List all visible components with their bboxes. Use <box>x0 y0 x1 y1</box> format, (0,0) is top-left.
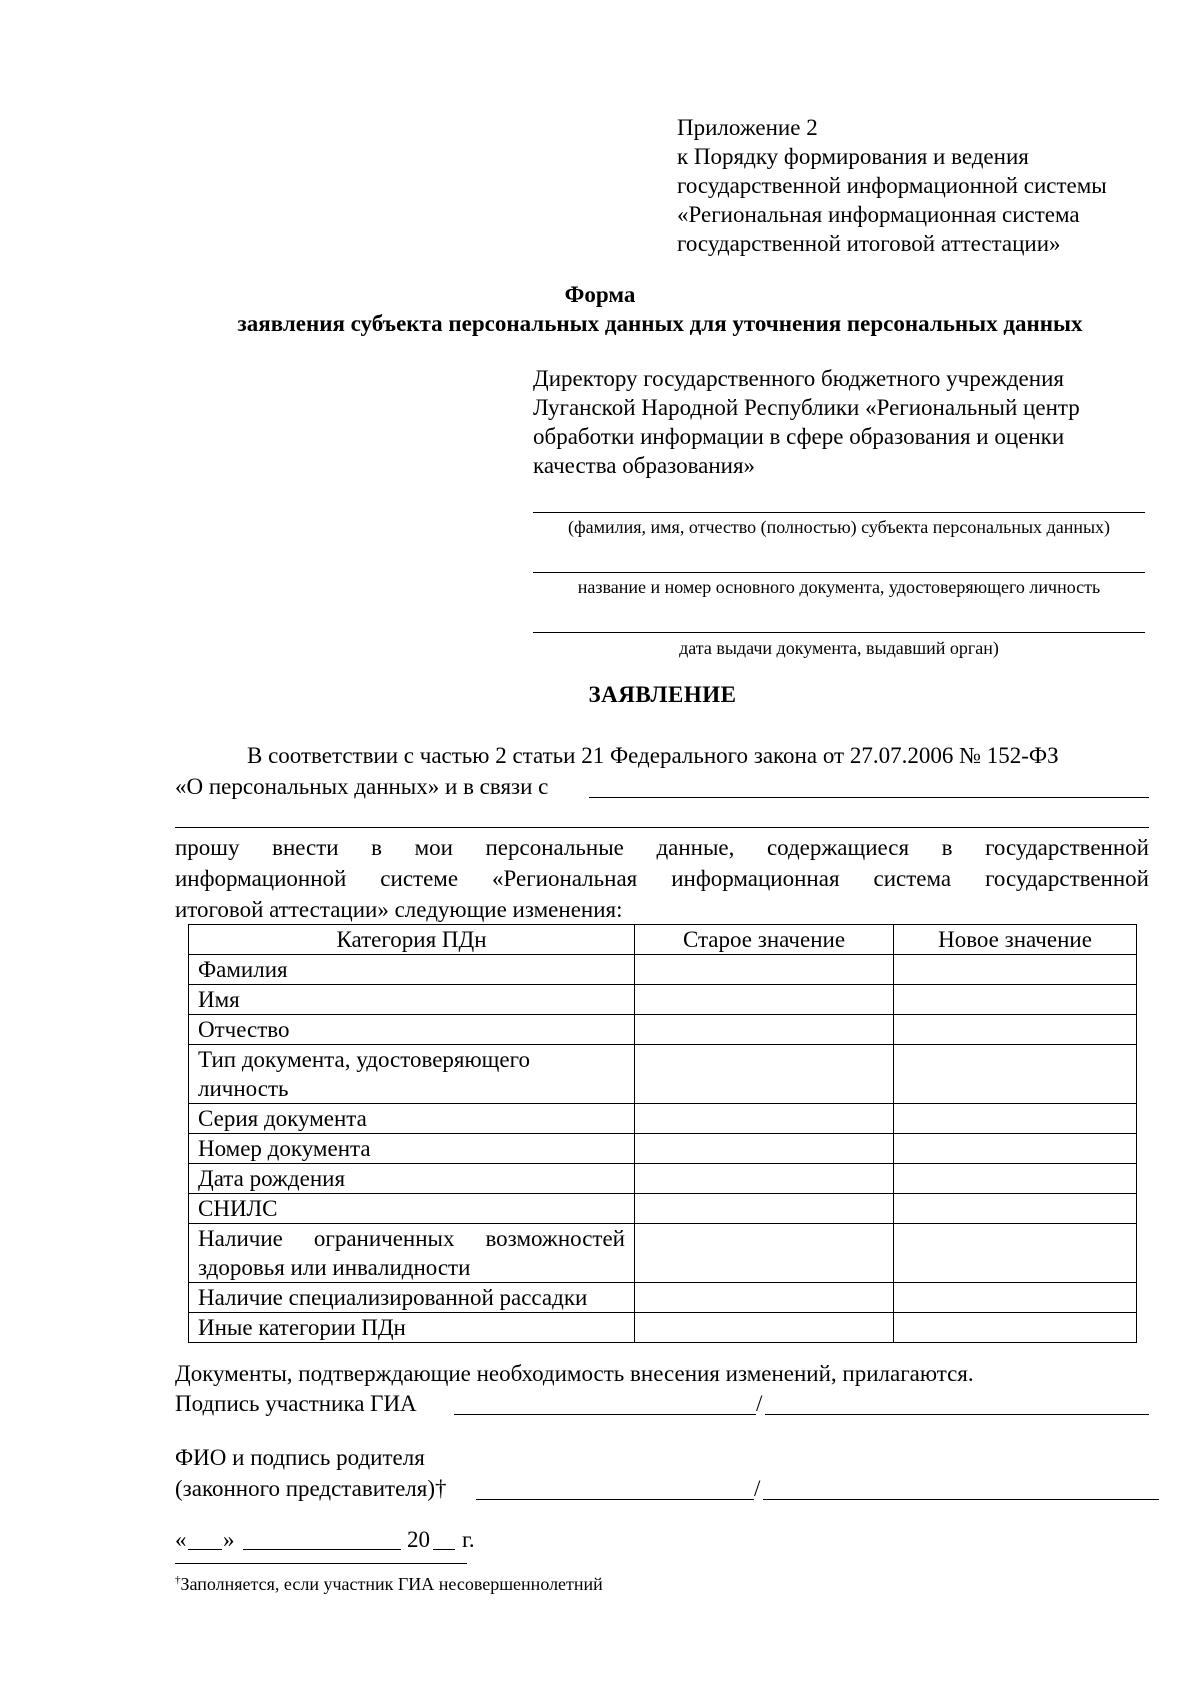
document-field-caption: название и номер основного документа, удостоверяющего личность <box>577 577 1101 597</box>
old-value-cell[interactable] <box>635 985 894 1015</box>
appendix-line: «Региональная информационная система <box>677 202 1080 227</box>
signature-slash: / <box>756 1391 763 1416</box>
new-value-cell[interactable] <box>894 985 1137 1015</box>
reason-field-line-1[interactable] <box>589 797 1149 798</box>
footnote-text: Заполняется, если участник ГИА несовершеннолетний <box>180 1574 603 1594</box>
parent-name-line[interactable] <box>476 1499 754 1500</box>
word: возможностей <box>485 1226 625 1251</box>
request-line-2 <box>175 864 1149 893</box>
category-cell: Дата рождения <box>189 1164 635 1194</box>
word: персональные <box>485 835 624 860</box>
addressee-line: качества образования» <box>533 453 756 478</box>
word: информационная <box>671 866 840 891</box>
word: прошу <box>175 835 240 860</box>
new-value-cell[interactable] <box>894 1164 1137 1194</box>
appendix-line: Приложение 2 <box>677 115 818 140</box>
date-open-quote: « <box>175 1527 187 1552</box>
new-value-cell[interactable] <box>894 1283 1137 1313</box>
word: содержащиеся <box>766 835 910 860</box>
parent-signature-line[interactable] <box>763 1499 1159 1500</box>
old-value-cell[interactable] <box>635 1283 894 1313</box>
reason-field-line-2[interactable] <box>175 827 1149 828</box>
header-old-value: Старое значение <box>635 925 894 955</box>
word: государственной <box>985 835 1149 860</box>
new-value-cell[interactable] <box>894 1045 1137 1104</box>
signature-slash: / <box>754 1476 761 1501</box>
word: системе <box>380 866 459 891</box>
category-cell <box>189 1224 635 1283</box>
footnote-rule <box>175 1563 467 1564</box>
request-line-3: итоговой аттестации» следующие изменения: <box>175 897 623 922</box>
table-row <box>189 1045 1137 1104</box>
form-title: Форма <box>564 282 636 307</box>
participant-name-line[interactable] <box>454 1414 756 1415</box>
dagger-mark: † <box>435 1476 447 1501</box>
category-cell <box>189 1045 635 1104</box>
category-cell: Наличие специализированной рассадки <box>189 1283 635 1313</box>
word: «Региональная <box>492 866 638 891</box>
footnote-mark: † <box>175 1574 181 1586</box>
parent-signature-label-1: ФИО и подпись родителя <box>175 1445 425 1470</box>
word: в <box>371 835 383 860</box>
category-line <box>198 1224 625 1253</box>
new-value-cell[interactable] <box>894 1104 1137 1134</box>
table-row <box>189 1134 1137 1164</box>
addressee-block <box>533 364 1153 480</box>
date-year-prefix: 20 <box>407 1527 430 1552</box>
date-year-suffix: г. <box>462 1527 475 1552</box>
old-value-cell[interactable] <box>635 1313 894 1343</box>
participant-signature-line[interactable] <box>765 1414 1149 1415</box>
statement-line-2: «О персональных данных» и в связи с <box>175 774 549 799</box>
request-line-1 <box>175 833 1149 862</box>
word: система <box>873 866 952 891</box>
word: Наличие <box>198 1226 283 1251</box>
table-row <box>189 1224 1137 1283</box>
statement-line-1: В соответствии с частью 2 статьи 21 Федерального закона от 27.07.2006 № 152-ФЗ <box>247 743 1059 768</box>
old-value-cell[interactable] <box>635 1134 894 1164</box>
old-value-cell[interactable] <box>635 955 894 985</box>
addressee-line: обработки информации в сфере образования и оценки <box>533 424 1065 449</box>
old-value-cell[interactable] <box>635 1104 894 1134</box>
date-month-line[interactable] <box>243 1549 401 1550</box>
fio-field-caption: (фамилия, имя, отчество (полностью) субъекта персональных данных) <box>567 517 1111 537</box>
attachments-note: Документы, подтверждающие необходимость внесения изменений, прилагаются. <box>175 1361 974 1386</box>
footnote <box>175 1573 603 1595</box>
date-close-quote: » <box>223 1527 235 1552</box>
table-row <box>189 1313 1137 1343</box>
table-row <box>189 1104 1137 1134</box>
category-line: Тип документа, удостоверяющего <box>198 1047 530 1072</box>
table-row <box>189 1283 1137 1313</box>
word: в <box>941 835 953 860</box>
table-row <box>189 955 1137 985</box>
appendix-line: государственной итоговой аттестации» <box>677 231 1061 256</box>
word: мои <box>414 835 453 860</box>
category-line: здоровья или инвалидности <box>198 1255 471 1280</box>
form-subtitle: заявления субъекта персональных данных для уточнения персональных данных <box>237 311 1083 336</box>
category-cell: СНИЛС <box>189 1194 635 1224</box>
date-day-line[interactable] <box>188 1549 222 1550</box>
word: данные, <box>656 835 735 860</box>
category-cell: Номер документа <box>189 1134 635 1164</box>
category-line: личность <box>198 1076 289 1101</box>
new-value-cell[interactable] <box>894 1313 1137 1343</box>
appendix-line: к Порядку формирования и ведения <box>677 144 1029 169</box>
category-cell: Серия документа <box>189 1104 635 1134</box>
fio-field-line[interactable] <box>533 512 1145 513</box>
category-cell: Имя <box>189 985 635 1015</box>
category-cell: Иные категории ПДн <box>189 1313 635 1343</box>
word: информационной <box>175 866 347 891</box>
table-row <box>189 1194 1137 1224</box>
header-category: Категория ПДн <box>189 925 635 955</box>
category-cell: Фамилия <box>189 955 635 985</box>
table-row <box>189 1164 1137 1194</box>
table-header-row <box>189 925 1137 955</box>
old-value-cell[interactable] <box>635 1045 894 1104</box>
parent-signature-label-2 <box>175 1474 447 1503</box>
issue-field-line[interactable] <box>533 632 1145 633</box>
old-value-cell[interactable] <box>635 1015 894 1045</box>
header-new-value: Новое значение <box>894 925 1137 955</box>
category-cell: Отчество <box>189 1015 635 1045</box>
issue-field-caption: дата выдачи документа, выдавший орган) <box>679 638 999 658</box>
table-row <box>189 1015 1137 1045</box>
word: внести <box>272 835 339 860</box>
word: ограниченных <box>313 1226 455 1251</box>
statement-heading: ЗАЯВЛЕНИЕ <box>588 682 737 707</box>
parent-label-text: (законного представителя) <box>175 1476 435 1501</box>
new-value-cell[interactable] <box>894 1134 1137 1164</box>
changes-table <box>188 924 1137 1343</box>
old-value-cell[interactable] <box>635 1194 894 1224</box>
appendix-header <box>677 113 1177 258</box>
old-value-cell[interactable] <box>635 1164 894 1194</box>
appendix-line: государственной информационной системы <box>677 173 1107 198</box>
addressee-line: Директору государственного бюджетного учреждения <box>533 366 1064 391</box>
new-value-cell[interactable] <box>894 1224 1137 1283</box>
date-year-line[interactable] <box>433 1549 455 1550</box>
word: государственной <box>985 866 1149 891</box>
old-value-cell[interactable] <box>635 1224 894 1283</box>
new-value-cell[interactable] <box>894 1015 1137 1045</box>
participant-signature-label: Подпись участника ГИА <box>175 1391 417 1416</box>
table-row <box>189 985 1137 1015</box>
new-value-cell[interactable] <box>894 955 1137 985</box>
new-value-cell[interactable] <box>894 1194 1137 1224</box>
document-field-line[interactable] <box>533 572 1145 573</box>
addressee-line: Луганской Народной Республики «Региональный центр <box>533 395 1080 420</box>
